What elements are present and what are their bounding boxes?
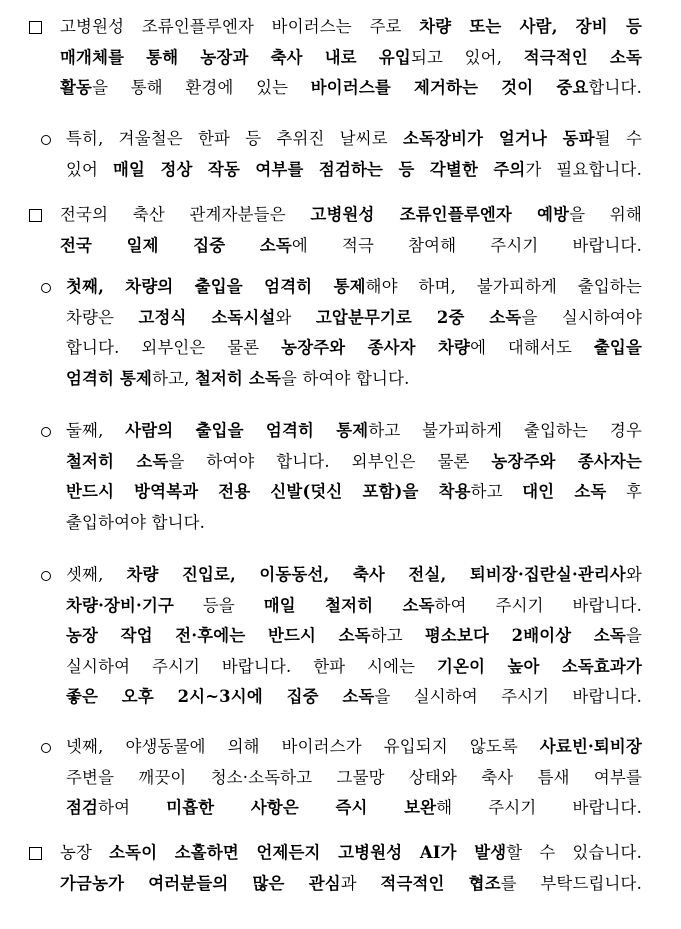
body-text: 될 수 — [594, 129, 642, 148]
section-2-line — [60, 204, 642, 226]
emphasis-text: 차량·장비·기구 — [66, 595, 175, 615]
emphasis-text: 고압분무기로 2중 소독 — [315, 307, 522, 327]
sub-item-line — [66, 420, 642, 442]
sub-item-line — [66, 337, 642, 359]
section-1-line — [60, 77, 642, 99]
body-text: 합니다. 외부인은 물론 — [66, 338, 282, 357]
circle-bullet-icon — [41, 135, 51, 145]
body-text: 을 하여야 합니다. — [281, 368, 410, 388]
emphasis-text: 매일 철저히 소독 — [263, 595, 435, 615]
emphasis-text: 첫째, 차량의 출입을 엄격히 통제 — [66, 277, 366, 296]
emphasis-text: 점검 — [66, 798, 99, 817]
sub-item-line — [66, 276, 642, 298]
body-text: 해야 하며, 불가피하게 출입하는 — [365, 277, 642, 296]
sub-item-line — [66, 481, 642, 503]
sub-item-line — [66, 564, 642, 586]
emphasis-text: 좋은 오후 2시~3시에 집중 소독 — [66, 687, 375, 706]
emphasis-text: 반드시 방역복과 전용 신발(덧신 포함)을 착용 — [66, 482, 471, 501]
emphasis-text: 농장주와 종사자는 — [491, 451, 642, 471]
body-text: 에 적극 참여해 주시기 바랍니다. — [291, 235, 642, 255]
emphasis-text: 평소보다 2배이상 소독 — [424, 626, 626, 645]
emphasis-text: 철저히 소독 — [194, 368, 282, 388]
body-text: 셋째, — [66, 565, 127, 584]
emphasis-text: 사람의 출입을 엄격히 통제 — [125, 421, 369, 440]
body-text: 전국의 축산 관계자분들은 — [60, 205, 311, 224]
sub-item-line — [66, 512, 642, 534]
circle-bullet-icon — [41, 743, 51, 753]
body-text: 하여 — [98, 798, 167, 817]
body-text: 와 — [275, 307, 316, 327]
emphasis-text: 적극적인 소독 — [523, 47, 642, 67]
emphasis-text: 소독이 소홀하면 언제든지 고병원성 AI가 발생 — [109, 843, 507, 862]
body-text: 실시하여 주시기 바랍니다. 한파 시에는 — [66, 656, 438, 676]
square-bullet-icon — [29, 847, 42, 860]
sub-item-line — [66, 595, 642, 617]
body-text: 을 통해 환경에 있는 — [92, 78, 311, 97]
body-text: 하고 — [470, 482, 523, 501]
sub-item-line — [66, 625, 642, 647]
body-text: 을 실시하여야 — [521, 307, 642, 327]
body-text: 하고 불가피하게 출입하는 경우 — [368, 421, 642, 440]
sub-item-line — [66, 128, 642, 150]
body-text: 있어 — [66, 159, 113, 179]
emphasis-text: 바이러스를 제거하는 것이 중요 — [310, 78, 589, 97]
body-text: 을 하여야 합니다. 외부인은 물론 — [168, 451, 492, 471]
body-text: 하여 주시기 바랍니다. — [434, 595, 642, 615]
emphasis-text: 가금농가 여러분들의 많은 관심 — [60, 873, 341, 893]
body-text: 과 — [340, 873, 381, 893]
body-text: 농장 — [60, 843, 110, 862]
body-text: 를 부탁드립니다. — [500, 873, 642, 893]
body-text: 하고 — [370, 626, 425, 645]
section-1-line — [60, 16, 642, 38]
section-3-line — [60, 873, 642, 895]
emphasis-text: 차량 또는 사람, 장비 등 — [419, 17, 642, 36]
emphasis-text: 적극적인 협조 — [380, 873, 501, 893]
circle-bullet-icon — [41, 283, 51, 293]
body-text: 차량은 — [66, 307, 139, 327]
body-text: 등을 — [174, 595, 264, 615]
emphasis-text: 기온이 높아 소독효과가 — [437, 656, 642, 676]
emphasis-text: 활동 — [60, 78, 93, 97]
body-text: 되고 있어, — [410, 47, 524, 67]
sub-item-line — [66, 159, 642, 181]
body-text: 을 — [625, 626, 642, 645]
sub-item-line — [66, 686, 642, 708]
circle-bullet-icon — [41, 571, 51, 581]
emphasis-text: 출입을 — [593, 338, 642, 357]
square-bullet-icon — [29, 21, 42, 34]
body-text: 후 — [606, 482, 642, 501]
emphasis-text: 철저히 소독 — [66, 451, 169, 471]
sub-item-line — [66, 307, 642, 329]
emphasis-text: 미흡한 사항은 즉시 보완 — [166, 798, 437, 817]
body-text: 합니다. — [588, 78, 642, 97]
emphasis-text: 차량 진입로, 이동동선, 축사 전실, 퇴비장·집란실·관리사 — [126, 565, 626, 584]
section-1-line — [60, 47, 642, 69]
body-text: 할 수 있습니다. — [506, 843, 642, 862]
body-text: 출입하여야 합니다. — [66, 512, 206, 532]
sub-item-line — [66, 451, 642, 473]
emphasis-text: 고정식 소독시설 — [138, 307, 276, 327]
body-text: 하고, — [152, 368, 195, 388]
section-3-line — [60, 842, 642, 864]
emphasis-text: 엄격히 통제 — [66, 368, 153, 388]
emphasis-text: 소독장비가 얼거나 동파 — [403, 129, 595, 148]
emphasis-text: 대인 소독 — [522, 482, 607, 501]
emphasis-text: 사료빈·퇴비장 — [539, 737, 642, 756]
body-text: 고병원성 조류인플루엔자 바이러스는 주로 — [60, 17, 420, 36]
body-text: 가 필요합니다. — [525, 159, 642, 179]
emphasis-text: 매일 정상 작동 여부를 점검하는 등 각별한 주의 — [112, 159, 526, 179]
emphasis-text: 고병원성 조류인플루엔자 예방 — [310, 205, 570, 224]
body-text: 을 실시하여 주시기 바랍니다. — [374, 687, 642, 706]
body-text: 주변을 깨끗이 청소·소독하고 그물망 상태와 축사 틈새 여부를 — [66, 767, 642, 787]
square-bullet-icon — [29, 209, 42, 222]
body-text: 둘째, — [66, 421, 126, 440]
circle-bullet-icon — [41, 427, 51, 437]
emphasis-text: 농장 작업 전·후에는 반드시 소독 — [66, 626, 371, 645]
sub-item-line — [66, 368, 642, 390]
section-2-line — [60, 235, 642, 257]
emphasis-text: 매개체를 통해 농장과 축사 내로 유입 — [60, 47, 411, 67]
body-text: 에 대해서도 — [470, 338, 594, 357]
body-text: 해 주시기 바랍니다. — [436, 798, 642, 817]
sub-item-line — [66, 797, 642, 819]
body-text: 특히, 겨울철은 한파 등 추위진 날씨로 — [66, 129, 404, 148]
body-text: 넷째, 야생동물에 의해 바이러스가 유입되지 않도록 — [66, 737, 540, 756]
sub-item-line — [66, 767, 642, 789]
emphasis-text: 농장주와 종사자 차량 — [281, 338, 471, 357]
emphasis-text: 전국 일제 집중 소독 — [60, 235, 292, 255]
sub-item-line — [66, 736, 642, 758]
body-text: 와 — [625, 565, 642, 584]
body-text: 을 위해 — [569, 205, 642, 224]
sub-item-line — [66, 656, 642, 678]
